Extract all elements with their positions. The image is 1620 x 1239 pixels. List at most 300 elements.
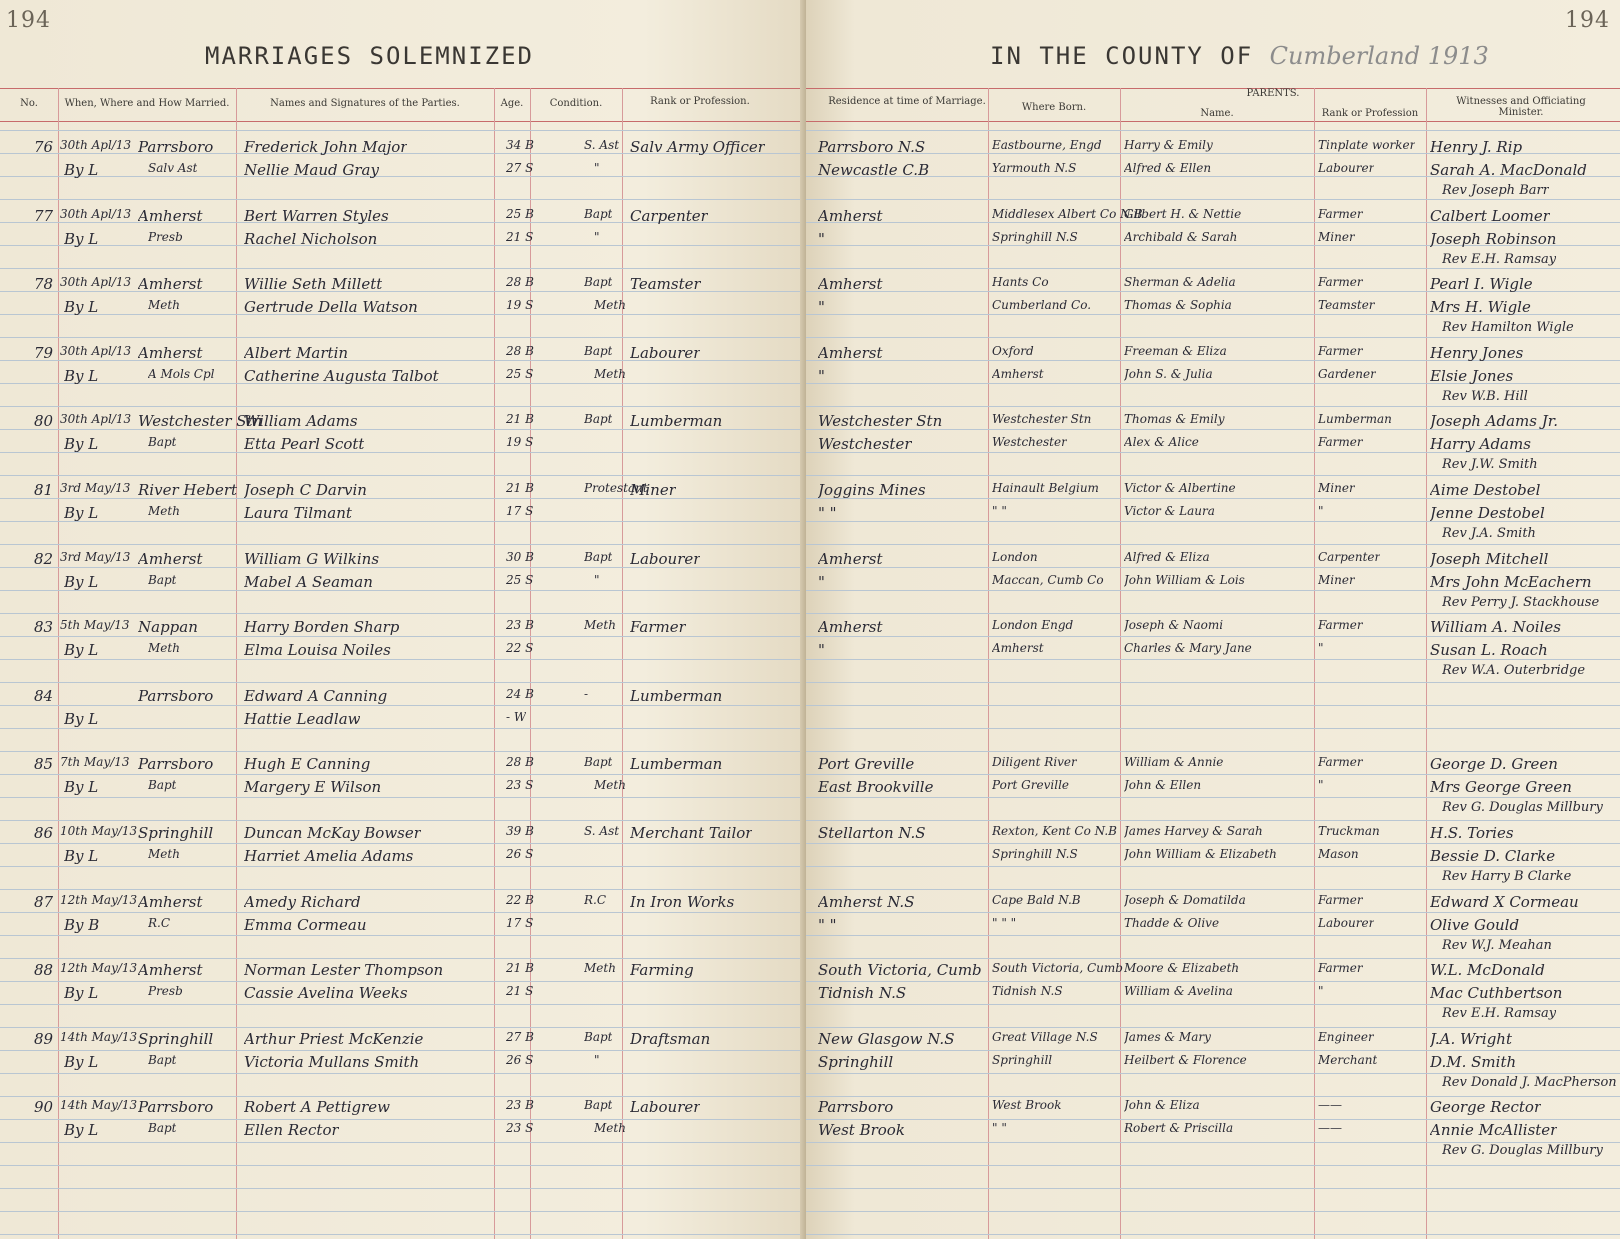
bride-parents: John William & Elizabeth	[1124, 847, 1277, 861]
title-right: IN THE COUNTY OF	[990, 42, 1254, 70]
groom-residence: Amherst	[818, 549, 883, 568]
header-parent-rank: Rank or Profession	[1321, 108, 1419, 119]
entry-by-license: By L	[64, 366, 99, 385]
groom-rank: Miner	[630, 481, 676, 499]
witness-1: Calbert Loomer	[1430, 206, 1550, 225]
witness-2: Elsie Jones	[1430, 366, 1514, 385]
header-age: Age.	[500, 98, 524, 109]
rule-line	[806, 728, 1620, 729]
bride-residence: "	[818, 298, 825, 317]
bride-condition: "	[594, 229, 600, 244]
bride-parents-rank: Mason	[1318, 847, 1359, 861]
bride-birthplace: " "	[992, 1121, 1007, 1136]
entry-by-license: By L	[64, 984, 99, 1003]
rule-line	[0, 406, 806, 407]
rule-line	[806, 682, 1620, 683]
groom-condition: -	[584, 686, 589, 701]
bride-residence: Westchester	[818, 435, 912, 454]
entry-date: 7th May/13	[60, 755, 130, 770]
bride-residence: Tidnish N.S	[818, 984, 907, 1003]
bride-parents: Thadde & Olive	[1124, 915, 1220, 930]
rule-line	[806, 889, 1620, 890]
bride-birthplace: Yarmouth N.S	[992, 161, 1077, 175]
witness-1: Henry Jones	[1430, 343, 1524, 362]
bride-residence: "	[818, 366, 825, 385]
groom-condition: Protestant	[584, 481, 648, 495]
groom-parents-rank: Farmer	[1318, 892, 1363, 907]
groom-parents-rank: Farmer	[1318, 206, 1363, 221]
bride-age: 21 S	[506, 984, 534, 999]
groom-parents: James Harvey & Sarah	[1124, 824, 1263, 838]
entry-number: 84	[34, 686, 54, 705]
bride-name: Nellie Maud Gray	[244, 161, 379, 179]
bride-parents: Thomas & Sophia	[1124, 298, 1232, 313]
groom-name: Robert A Pettigrew	[244, 1098, 391, 1117]
entry-denomination: R.C	[148, 915, 171, 930]
entry-date: 12th May/13	[60, 892, 138, 907]
entry-denomination: Meth	[148, 504, 180, 518]
bride-condition: "	[594, 572, 600, 587]
entry-place: Amherst	[138, 892, 203, 911]
groom-condition: Bapt	[584, 206, 613, 221]
entry-place: Parrsboro	[138, 755, 214, 774]
rule-line	[806, 1119, 1620, 1120]
rule-line	[806, 337, 1620, 338]
bride-residence: Springhill	[818, 1052, 894, 1071]
bride-parents-rank: Miner	[1318, 229, 1355, 244]
groom-condition: Bapt	[584, 412, 613, 427]
witness-2: Mrs H. Wigle	[1430, 298, 1531, 317]
bride-name: Harriet Amelia Adams	[244, 847, 414, 865]
groom-condition: Bapt	[584, 549, 613, 564]
groom-condition: Meth	[584, 618, 616, 633]
groom-age: 39 B	[506, 824, 534, 838]
entry-denomination: Bapt	[148, 778, 177, 793]
groom-name: Harry Borden Sharp	[244, 618, 400, 637]
entry-date: 12th May/13	[60, 961, 138, 976]
bride-parents-rank: "	[1318, 778, 1324, 793]
rule-line	[806, 820, 1620, 821]
bride-parents: Heilbert & Florence	[1124, 1052, 1247, 1067]
groom-parents-rank: Truckman	[1318, 824, 1380, 838]
header-rank: Rank or Profession.	[650, 96, 750, 107]
header-names: Names and Signatures of the Parties.	[270, 98, 460, 109]
bride-parents-rank: Labourer	[1318, 915, 1375, 930]
groom-condition: S. Ast	[584, 824, 620, 838]
bride-residence: Newcastle C.B	[818, 161, 930, 179]
witness-1: J.A. Wright	[1430, 1029, 1512, 1048]
officiating-minister: Rev W.B. Hill	[1442, 388, 1528, 404]
header-parents: PARENTS.	[1246, 88, 1300, 99]
entry-place: Amherst	[138, 343, 203, 362]
groom-birthplace: London Engd	[992, 618, 1074, 633]
groom-birthplace: Cape Bald N.B	[992, 892, 1081, 907]
entry-by-license: By L	[64, 572, 99, 591]
witness-2: Mrs John McEachern	[1430, 572, 1592, 591]
witness-1: Aime Destobel	[1430, 481, 1541, 499]
header-condition: Condition.	[549, 98, 603, 109]
groom-birthplace: Middlesex Albert Co N.B	[992, 206, 1143, 221]
entry-by-license: By L	[64, 161, 99, 179]
witness-2: Joseph Robinson	[1430, 229, 1557, 248]
groom-condition: R.C	[584, 892, 607, 907]
entry-by-license: By L	[64, 504, 99, 522]
bride-parents: John & Ellen	[1124, 778, 1202, 793]
bride-residence: " "	[818, 504, 837, 522]
groom-rank: Lumberman	[630, 755, 723, 774]
rule-line	[0, 751, 806, 752]
header-no: No.	[20, 98, 38, 109]
rule-line	[0, 452, 806, 453]
rule-line	[806, 843, 1620, 844]
bride-parents: John S. & Julia	[1124, 366, 1213, 381]
entry-by-license: By B	[64, 915, 100, 934]
groom-name: Frederick John Major	[244, 138, 408, 156]
groom-parents: Victor & Albertine	[1124, 481, 1236, 495]
entry-place: Amherst	[138, 549, 203, 568]
groom-birthplace: Westchester Stn	[992, 412, 1092, 427]
groom-rank: Labourer	[630, 1098, 701, 1117]
groom-residence: Amherst	[818, 206, 883, 225]
groom-parents: William & Annie	[1124, 755, 1224, 770]
groom-condition: Meth	[584, 961, 616, 976]
groom-name: Joseph C Darvin	[244, 481, 367, 499]
groom-parents: Joseph & Domatilda	[1124, 892, 1246, 907]
rule-line	[806, 981, 1620, 982]
witness-2: Mrs George Green	[1430, 778, 1572, 797]
groom-parents: Thomas & Emily	[1124, 412, 1225, 427]
rule-line	[0, 935, 806, 936]
rule-line	[806, 751, 1620, 752]
rule-line	[0, 774, 806, 775]
bride-condition: Meth	[594, 298, 626, 313]
entry-by-license: By L	[64, 1052, 99, 1071]
bride-parents-rank: Gardener	[1318, 366, 1376, 381]
entry-denomination: Meth	[148, 641, 180, 656]
rule-line	[806, 544, 1620, 545]
bride-age: 25 S	[506, 572, 534, 587]
entry-number: 78	[34, 275, 54, 294]
rule-line	[0, 912, 806, 913]
groom-name: Amedy Richard	[244, 892, 361, 911]
groom-age: 24 B	[506, 686, 534, 701]
rule-line	[806, 199, 1620, 200]
bride-birthplace: " "	[992, 504, 1007, 518]
entry-place: Amherst	[138, 206, 203, 225]
groom-age: 28 B	[506, 343, 534, 358]
header-born: Where Born.	[1021, 102, 1087, 113]
entry-number: 80	[34, 412, 54, 431]
witness-1: George D. Green	[1430, 755, 1558, 774]
groom-rank: In Iron Works	[630, 892, 735, 911]
groom-parents-rank: Farmer	[1318, 618, 1363, 633]
rule-line	[0, 199, 806, 200]
groom-name: Albert Martin	[244, 343, 349, 362]
witness-2: Harry Adams	[1430, 435, 1531, 454]
groom-rank: Farmer	[630, 618, 686, 637]
rule-line	[0, 1004, 806, 1005]
officiating-minister: Rev Harry B Clarke	[1442, 869, 1572, 884]
rule-line	[0, 498, 806, 499]
rule-line	[806, 1096, 1620, 1097]
rule-line	[806, 1211, 1620, 1212]
bride-name: Gertrude Della Watson	[244, 298, 418, 317]
rule-line	[0, 1050, 806, 1051]
bride-condition: Meth	[594, 778, 626, 793]
bride-condition: Meth	[594, 366, 626, 381]
rule-line	[806, 1188, 1620, 1189]
rule-line	[0, 958, 806, 959]
entry-number: 81	[34, 481, 54, 499]
groom-condition: Bapt	[584, 1098, 613, 1113]
bride-age: 27 S	[506, 161, 534, 175]
rule-line	[806, 1004, 1620, 1005]
bride-age: 22 S	[506, 641, 534, 656]
groom-name: Bert Warren Styles	[244, 206, 389, 225]
groom-parents: Joseph & Naomi	[1124, 618, 1224, 633]
entry-number: 85	[34, 755, 54, 774]
entry-by-license: By L	[64, 1121, 99, 1140]
bride-parents: Archibald & Sarah	[1124, 229, 1238, 244]
officiating-minister: Rev J.W. Smith	[1442, 457, 1538, 473]
groom-parents-rank: Lumberman	[1318, 412, 1392, 427]
rule-line	[0, 1234, 806, 1235]
entry-place: Amherst	[138, 961, 203, 980]
groom-rank: Lumberman	[630, 686, 723, 705]
rule-line	[0, 521, 806, 522]
bride-residence: "	[818, 229, 825, 248]
groom-birthplace: Hainault Belgium	[992, 481, 1099, 495]
groom-name: Hugh E Canning	[244, 755, 371, 774]
rule-line	[806, 705, 1620, 706]
groom-parents: Harry & Emily	[1124, 138, 1213, 152]
groom-age: 23 B	[506, 618, 534, 633]
officiating-minister: Rev G. Douglas Millbury	[1442, 1143, 1603, 1159]
groom-birthplace: Eastbourne, Engd	[992, 138, 1102, 152]
bride-birthplace: Cumberland Co.	[992, 298, 1092, 313]
officiating-minister: Rev Hamilton Wigle	[1442, 320, 1574, 336]
witness-1: George Rector	[1430, 1098, 1542, 1117]
groom-condition: Bapt	[584, 1029, 613, 1044]
bride-parents-rank: "	[1318, 641, 1324, 656]
groom-age: 21 B	[506, 961, 534, 976]
entry-number: 90	[34, 1098, 54, 1117]
witness-1: Edward X Cormeau	[1430, 892, 1579, 911]
officiating-minister: Rev G. Douglas Millbury	[1442, 800, 1603, 816]
rule-line	[806, 912, 1620, 913]
witness-1: Joseph Adams Jr.	[1430, 412, 1559, 431]
witness-2: Sarah A. MacDonald	[1430, 161, 1587, 179]
bride-condition: "	[594, 1052, 600, 1067]
groom-birthplace: West Brook	[992, 1098, 1062, 1113]
witness-2: Jenne Destobel	[1430, 504, 1545, 522]
groom-parents-rank: ——	[1318, 1098, 1342, 1113]
bride-parents: John William & Lois	[1124, 572, 1245, 587]
entry-date: 5th May/13	[60, 618, 130, 633]
entry-date: 14th May/13	[60, 1029, 138, 1044]
entry-date: 14th May/13	[60, 1098, 138, 1113]
rule-line	[0, 728, 806, 729]
bride-age: 23 S	[506, 1121, 534, 1136]
entry-place: River Hebert	[138, 481, 238, 499]
groom-rank: Farming	[630, 961, 694, 980]
bride-parents: Victor & Laura	[1124, 504, 1215, 518]
groom-residence: South Victoria, Cumb	[818, 961, 982, 980]
entry-place: Nappan	[138, 618, 198, 637]
groom-residence: Port Greville	[818, 755, 915, 774]
groom-residence: Stellarton N.S	[818, 824, 926, 842]
witness-2: Olive Gould	[1430, 915, 1520, 934]
rule-line	[0, 1211, 806, 1212]
groom-rank: Labourer	[630, 549, 701, 568]
officiating-minister: Rev Joseph Barr	[1442, 183, 1549, 198]
rule-line	[0, 1142, 806, 1143]
rule-line	[0, 866, 806, 867]
groom-birthplace: Diligent River	[992, 755, 1077, 770]
groom-birthplace: Rexton, Kent Co N.B	[992, 824, 1118, 838]
rule-line	[0, 245, 806, 246]
groom-name: William Adams	[244, 412, 358, 431]
groom-parents: Gilbert H. & Nettie	[1124, 206, 1242, 221]
rule-line	[0, 1119, 806, 1120]
title-right-wrap	[990, 42, 1489, 70]
entry-denomination: Presb	[148, 984, 183, 999]
bride-parents-rank: ——	[1318, 1121, 1342, 1136]
entry-denomination: Bapt	[148, 1052, 177, 1067]
groom-parents-rank: Farmer	[1318, 961, 1363, 976]
bride-parents: William & Avelina	[1124, 984, 1233, 999]
bride-name: Ellen Rector	[244, 1121, 339, 1140]
bride-age: 19 S	[506, 298, 534, 313]
witness-2: Annie McAllister	[1430, 1121, 1558, 1140]
bride-age: 26 S	[506, 1052, 534, 1067]
header-residence: Residence at time of Marriage.	[828, 96, 986, 107]
page-number-right: 194	[1565, 8, 1610, 33]
entry-place: Westchester Stn	[138, 412, 263, 431]
bride-age: 23 S	[506, 778, 534, 793]
groom-birthplace: South Victoria, Cumb	[992, 961, 1123, 976]
bride-parents-rank: Miner	[1318, 572, 1355, 587]
officiating-minister: Rev Donald J. MacPherson	[1442, 1074, 1617, 1090]
bride-residence: " "	[818, 915, 837, 934]
entry-number: 82	[34, 549, 54, 568]
bride-name: Emma Cormeau	[244, 915, 367, 934]
groom-age: 21 B	[506, 481, 534, 495]
bride-name: Laura Tilmant	[244, 504, 352, 522]
officiating-minister: Rev E.H. Ramsay	[1442, 1006, 1557, 1022]
rule-line	[806, 613, 1620, 614]
groom-parents: Sherman & Adelia	[1124, 275, 1236, 290]
groom-parents-rank: Carpenter	[1318, 549, 1381, 564]
bride-name: Catherine Augusta Talbot	[244, 366, 439, 385]
bride-birthplace: Amherst	[992, 366, 1044, 381]
rule-line	[0, 1073, 806, 1074]
header-parent-name: Name.	[1200, 108, 1234, 119]
title-left: MARRIAGES SOLEMNIZED	[205, 42, 534, 70]
rule-line	[806, 797, 1620, 798]
groom-rank: Lumberman	[630, 412, 723, 431]
bride-birthplace: Tidnish N.S	[992, 984, 1063, 999]
bride-age: 17 S	[506, 504, 534, 518]
bride-residence: West Brook	[818, 1121, 905, 1140]
county-handwritten: Cumberland 1913	[1269, 42, 1489, 70]
entry-denomination: Salv Ast	[148, 161, 198, 175]
groom-name: Norman Lester Thompson	[244, 961, 444, 980]
bride-age: 17 S	[506, 915, 534, 930]
rule-line	[0, 176, 806, 177]
bride-parents-rank: "	[1318, 504, 1324, 518]
groom-name: Arthur Priest McKenzie	[244, 1029, 424, 1048]
bride-birthplace: " " "	[992, 915, 1017, 930]
bride-age: - W	[506, 709, 527, 724]
rule-line	[0, 797, 806, 798]
groom-age: 34 B	[506, 138, 534, 152]
entry-number: 87	[34, 892, 54, 911]
entry-place: Amherst	[138, 275, 203, 294]
rule-line	[0, 843, 806, 844]
bride-birthplace: Port Greville	[992, 778, 1070, 793]
bride-parents-rank: "	[1318, 984, 1324, 999]
witness-2: Susan L. Roach	[1430, 641, 1548, 660]
bride-birthplace: Maccan, Cumb Co	[992, 572, 1104, 587]
officiating-minister: Rev W.J. Meahan	[1442, 937, 1552, 953]
groom-parents-rank: Farmer	[1318, 343, 1363, 358]
groom-condition: Bapt	[584, 343, 613, 358]
rule-line	[806, 866, 1620, 867]
entry-by-license: By L	[64, 709, 99, 728]
entry-number: 89	[34, 1029, 54, 1048]
groom-age: 28 B	[506, 275, 534, 290]
groom-rank: Labourer	[630, 343, 701, 362]
groom-residence: Amherst	[818, 275, 883, 294]
groom-birthplace: London	[992, 549, 1038, 564]
groom-parents: Freeman & Eliza	[1124, 343, 1227, 358]
rule-line	[0, 981, 806, 982]
witness-1: Joseph Mitchell	[1430, 549, 1549, 568]
witness-1: William A. Noiles	[1430, 618, 1561, 637]
page-number-left: 194	[6, 8, 51, 33]
header-when: When, Where and How Married.	[64, 98, 230, 109]
header-witnesses: Witnesses and Officiating Minister.	[1456, 96, 1586, 118]
entry-date: 30th Apl/13	[60, 275, 132, 290]
groom-name: William G Wilkins	[244, 549, 380, 568]
bride-age: 19 S	[506, 435, 534, 450]
rule-line	[0, 889, 806, 890]
entry-by-license: By L	[64, 298, 99, 317]
bride-name: Cassie Avelina Weeks	[244, 984, 408, 1003]
officiating-minister: Rev W.A. Outerbridge	[1442, 663, 1586, 679]
rule-line	[806, 935, 1620, 936]
rule-line	[806, 475, 1620, 476]
groom-condition: S. Ast	[584, 138, 620, 152]
entry-number: 88	[34, 961, 54, 980]
officiating-minister: Rev Perry J. Stackhouse	[1442, 594, 1600, 610]
entry-number: 77	[34, 206, 54, 225]
groom-rank: Salv Army Officer	[630, 138, 765, 156]
groom-age: 27 B	[506, 1029, 534, 1044]
groom-condition: Bapt	[584, 755, 613, 770]
entry-number: 86	[34, 824, 54, 842]
rule-line	[0, 1165, 806, 1166]
bride-residence: "	[818, 641, 825, 660]
groom-parents: John & Eliza	[1124, 1098, 1200, 1113]
rule-line	[806, 1050, 1620, 1051]
groom-age: 30 B	[506, 549, 534, 564]
entry-denomination: Meth	[148, 298, 180, 313]
rule-line	[806, 130, 1620, 131]
bride-parents-rank: Farmer	[1318, 435, 1363, 450]
groom-residence: Parrsboro	[818, 1098, 894, 1117]
